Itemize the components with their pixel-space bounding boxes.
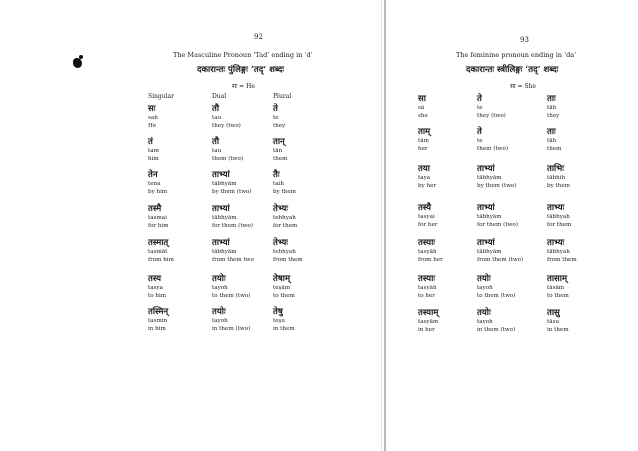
table-cell [273, 274, 295, 300]
sanskrit-form: ताभ्यः [547, 203, 565, 213]
english-meaning: by her [418, 182, 437, 189]
transliteration: tayoh [477, 285, 493, 291]
transliteration: tasyai [418, 214, 435, 220]
sanskrit-form: तया [418, 164, 430, 174]
table-cell [273, 238, 303, 264]
transliteration: tasmai [148, 215, 167, 221]
column-header-dual: Dual [212, 93, 227, 100]
sanskrit-form: तस्याम् [418, 308, 439, 318]
english-meaning: from her [418, 256, 443, 263]
transliteration: te [477, 138, 483, 144]
english-meaning: to them (two) [212, 292, 251, 299]
sanskrit-form: ताभ्यां [477, 164, 495, 174]
sanskrit-form: तेषाम् [273, 274, 291, 284]
table-cell [212, 238, 254, 264]
english-meaning: from him [148, 256, 174, 263]
english-meaning: them (two) [212, 155, 244, 162]
sanskrit-form: तेन [148, 170, 158, 180]
ink-blot [73, 58, 82, 68]
table-cell [148, 204, 169, 230]
english-meaning: in them [547, 326, 569, 333]
english-meaning: to them [547, 292, 569, 299]
transliteration: tayoh [212, 285, 228, 291]
english-meaning: He [148, 122, 157, 129]
english-meaning: to him [148, 292, 167, 299]
english-meaning: they (two) [212, 122, 241, 129]
english-meaning: from them [547, 256, 577, 263]
sanskrit-form: ते [477, 127, 482, 137]
english-meaning: in them (two) [477, 326, 516, 333]
transliteration: te [273, 115, 279, 121]
sanskrit-form: तौ [212, 137, 220, 147]
english-meaning: for them (two) [212, 222, 253, 229]
page-title: The Masculine Pronoun ‘Tad’ ending in ‘d’ [173, 51, 313, 59]
table-cell [418, 203, 437, 229]
table-cell [212, 204, 253, 230]
transliteration: teşām [273, 285, 291, 291]
table-cell [212, 104, 241, 130]
sanskrit-title: दकारान्तः पुंलिङ्गः ‘तद्’ शब्दः [197, 65, 284, 75]
english-meaning: by him [148, 188, 168, 195]
sanskrit-form: ताभ्यां [477, 203, 495, 213]
transliteration: tasyāh [418, 285, 437, 291]
table-cell [212, 307, 250, 333]
english-meaning: for her [418, 221, 438, 228]
table-cell [418, 238, 443, 264]
sanskrit-form: ते [477, 94, 482, 104]
sanskrit-form: ताभ्यां [212, 204, 230, 214]
transliteration: tāsu [547, 319, 560, 325]
english-meaning: for him [148, 222, 169, 229]
transliteration: tābhih [547, 175, 566, 181]
english-meaning: by them (two) [212, 188, 252, 195]
transliteration: tasyāh [418, 249, 437, 255]
english-meaning: to them (two) [477, 292, 516, 299]
transliteration: tasyām [418, 319, 439, 325]
sanskrit-form: तेभ्यः [273, 238, 289, 248]
table-cell [477, 203, 518, 229]
table-cell [547, 94, 559, 120]
transliteration: tasmin [148, 318, 168, 324]
english-meaning: for them (two) [477, 221, 518, 228]
table-cell [148, 137, 159, 163]
transliteration: tasya [148, 285, 163, 291]
column-header-plural: Plural [273, 93, 292, 100]
english-meaning: she [418, 112, 428, 119]
sanskrit-form: ताभ्यां [212, 170, 230, 180]
transliteration: tābhyām [212, 249, 237, 255]
english-meaning: by them (two) [477, 182, 517, 189]
transliteration: tābhyām [477, 175, 502, 181]
sanskrit-form: तयोः [477, 274, 491, 284]
table-cell [477, 238, 523, 264]
table-cell [547, 127, 561, 153]
table-cell [418, 164, 436, 190]
table-cell [418, 127, 430, 153]
sanskrit-form: तस्याः [418, 238, 436, 248]
english-meaning: to them [273, 292, 295, 299]
sanskrit-form: ताभ्यः [547, 238, 565, 248]
transliteration: sah [148, 115, 158, 121]
english-meaning: from them [273, 256, 303, 263]
transliteration: tābhyah [547, 214, 570, 220]
sanskrit-form: तस्यै [418, 203, 432, 213]
table-cell [212, 137, 243, 163]
sanskrit-form: तयोः [477, 308, 491, 318]
ink-blot [79, 55, 83, 59]
sanskrit-form: ताभ्यां [212, 238, 230, 248]
table-cell [273, 307, 295, 333]
sanskrit-form: तस्मिन् [148, 307, 169, 317]
table-cell [477, 308, 515, 334]
transliteration: tena [148, 181, 161, 187]
english-meaning: by them [547, 182, 570, 189]
transliteration: tāsām [547, 285, 565, 291]
english-meaning: in them (two) [212, 325, 251, 332]
transliteration: tāh [547, 138, 557, 144]
sanskrit-form: तेभ्यः [273, 204, 289, 214]
sanskrit-form: तैः [273, 170, 280, 180]
english-meaning: from them (two) [477, 256, 524, 263]
transliteration: tābhyām [477, 249, 502, 255]
subtitle: सा = She [510, 83, 536, 90]
transliteration: teşu [273, 318, 286, 324]
sanskrit-form: तयोः [212, 274, 226, 284]
sanskrit-form: तासु [547, 308, 560, 318]
column-header-singular: Singular [148, 93, 174, 100]
transliteration: sā [418, 105, 425, 111]
transliteration: tābhyah [547, 249, 570, 255]
transliteration: tam [148, 148, 159, 154]
english-meaning: from them two [212, 256, 254, 263]
transliteration: tasmāt [148, 249, 168, 255]
subtitle: सः = He [232, 83, 255, 90]
english-meaning: they (two) [477, 112, 506, 119]
sanskrit-form: तस्मात् [148, 238, 169, 248]
english-meaning: to her [418, 292, 435, 299]
sanskrit-form: तस्याः [418, 274, 436, 284]
sanskrit-form: ताम् [418, 127, 431, 137]
sanskrit-title: दकारान्तः स्त्रीलिङ्गः ‘तद्’ शब्दः [466, 65, 559, 75]
table-cell [547, 164, 570, 190]
table-cell [477, 94, 506, 120]
table-cell [148, 104, 158, 130]
page-number: 93 [520, 36, 529, 44]
english-meaning: by them [273, 188, 296, 195]
sanskrit-form: तेषु [273, 307, 283, 317]
table-cell [212, 170, 252, 196]
table-cell [418, 308, 438, 334]
transliteration: tayoh [477, 319, 493, 325]
table-cell [148, 170, 167, 196]
english-meaning: they [273, 122, 286, 129]
transliteration: tau [212, 148, 222, 154]
english-meaning: for them [273, 222, 298, 229]
table-cell [547, 238, 577, 264]
transliteration: tau [212, 115, 222, 121]
table-cell [148, 274, 166, 300]
table-cell [148, 238, 174, 264]
table-cell [273, 170, 296, 196]
english-meaning: in her [418, 326, 435, 333]
table-cell [477, 274, 515, 300]
english-meaning: for them [547, 221, 572, 228]
page-title: The feminine pronoun ending in ‘da’ [456, 51, 577, 59]
right-page [322, 0, 638, 451]
left-page [0, 0, 318, 451]
table-cell [273, 104, 285, 130]
transliteration: taih [273, 181, 284, 187]
transliteration: tebhyah [273, 249, 296, 255]
transliteration: taya [418, 175, 431, 181]
sanskrit-form: ताभिः [547, 164, 564, 174]
english-meaning: in him [148, 325, 166, 332]
sanskrit-form: सा [418, 94, 426, 104]
transliteration: tebhyah [273, 215, 296, 221]
sanskrit-form: तस्मै [148, 204, 162, 214]
transliteration: tāh [547, 105, 557, 111]
sanskrit-form: तयोः [212, 307, 226, 317]
transliteration: tām [418, 138, 429, 144]
sanskrit-form: ताभ्यां [477, 238, 495, 248]
table-cell [418, 274, 437, 300]
sanskrit-form: ताः [547, 94, 556, 104]
table-cell [148, 307, 168, 333]
transliteration: tayoh [212, 318, 228, 324]
sanskrit-form: तं [148, 137, 153, 147]
sanskrit-form: सः [148, 104, 156, 114]
english-meaning: him [148, 155, 159, 162]
sanskrit-form: तान् [273, 137, 285, 147]
transliteration: tābhyām [212, 181, 237, 187]
sanskrit-form: तस्य [148, 274, 162, 284]
english-meaning: them [273, 155, 288, 162]
sanskrit-form: ते [273, 104, 278, 114]
table-cell [273, 137, 287, 163]
transliteration: tābhyām [477, 214, 502, 220]
sanskrit-form: ताः [547, 127, 556, 137]
english-meaning: they [547, 112, 560, 119]
english-meaning: them [547, 145, 562, 152]
transliteration: te [477, 105, 483, 111]
sanskrit-form: तासाम् [547, 274, 568, 284]
sanskrit-form: तौ [212, 104, 220, 114]
table-cell [547, 203, 571, 229]
table-cell [477, 164, 517, 190]
table-cell [477, 127, 508, 153]
transliteration: tān [273, 148, 283, 154]
page-number: 92 [254, 33, 263, 41]
table-cell [273, 204, 297, 230]
english-meaning: in them [273, 325, 295, 332]
english-meaning: them (two) [477, 145, 509, 152]
table-cell [212, 274, 250, 300]
transliteration: tābhyām [212, 215, 237, 221]
table-cell [547, 274, 569, 300]
table-cell [547, 308, 569, 334]
english-meaning: her [418, 145, 428, 152]
table-cell [418, 94, 428, 120]
